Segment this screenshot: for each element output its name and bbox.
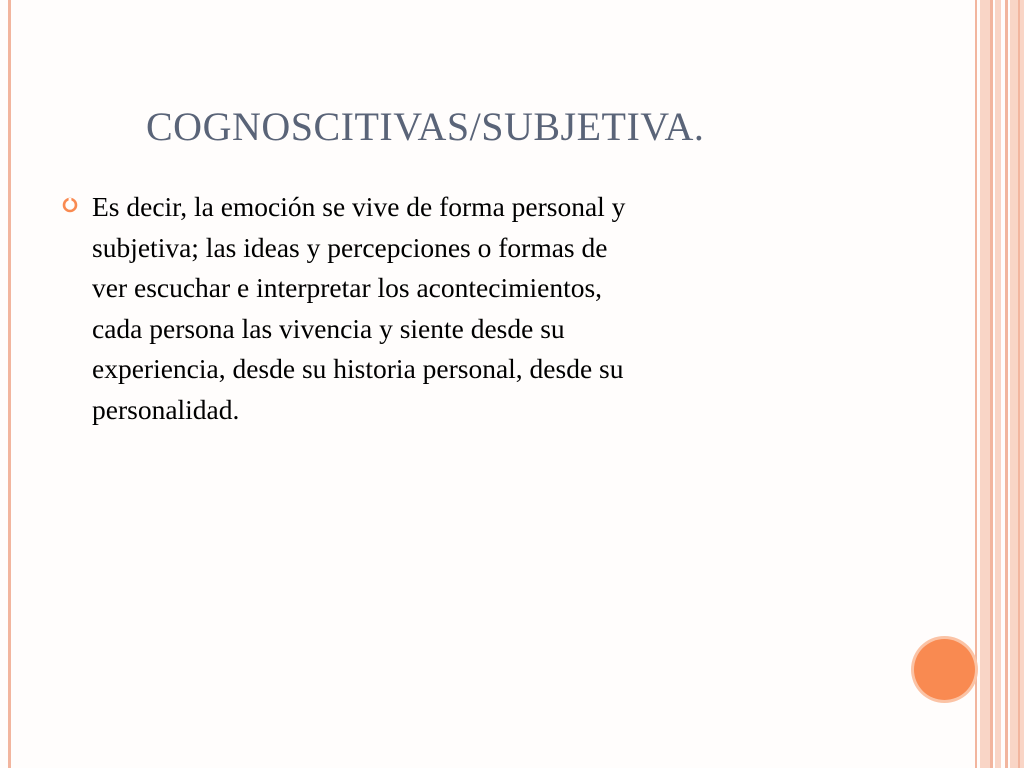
bullet-text xyxy=(92,187,862,430)
right-stripe-decoration xyxy=(1010,0,1024,768)
bullet-line: experiencia, desde su historia personal, desde su xyxy=(92,353,624,384)
bullet-item xyxy=(62,187,862,430)
right-stripe-decoration xyxy=(995,0,1001,768)
right-stripe-decoration xyxy=(1005,0,1008,768)
right-stripe-decoration xyxy=(980,0,990,768)
bullet-line: Es decir, la emoción se vive de forma personal y xyxy=(92,191,626,222)
right-stripe-decoration xyxy=(1018,0,1020,768)
bullet-line: ver escuchar e interpretar los acontecimientos, xyxy=(92,272,603,303)
bullet-line: subjetiva; las ideas y percepciones o formas de xyxy=(92,231,608,263)
slide-title: COGNOSCITIVAS/SUBJETIVA. xyxy=(146,104,705,149)
bullet-line: personalidad. xyxy=(92,393,240,425)
bullet-list xyxy=(62,187,862,430)
bullet-line: cada persona las vivencia y siente desde su xyxy=(92,312,565,344)
left-border-decoration xyxy=(8,0,11,768)
circle-bullet-icon xyxy=(62,197,78,213)
right-stripe-decoration xyxy=(975,0,977,768)
accent-circle-decoration xyxy=(914,639,975,700)
right-stripe-decoration xyxy=(990,0,993,768)
